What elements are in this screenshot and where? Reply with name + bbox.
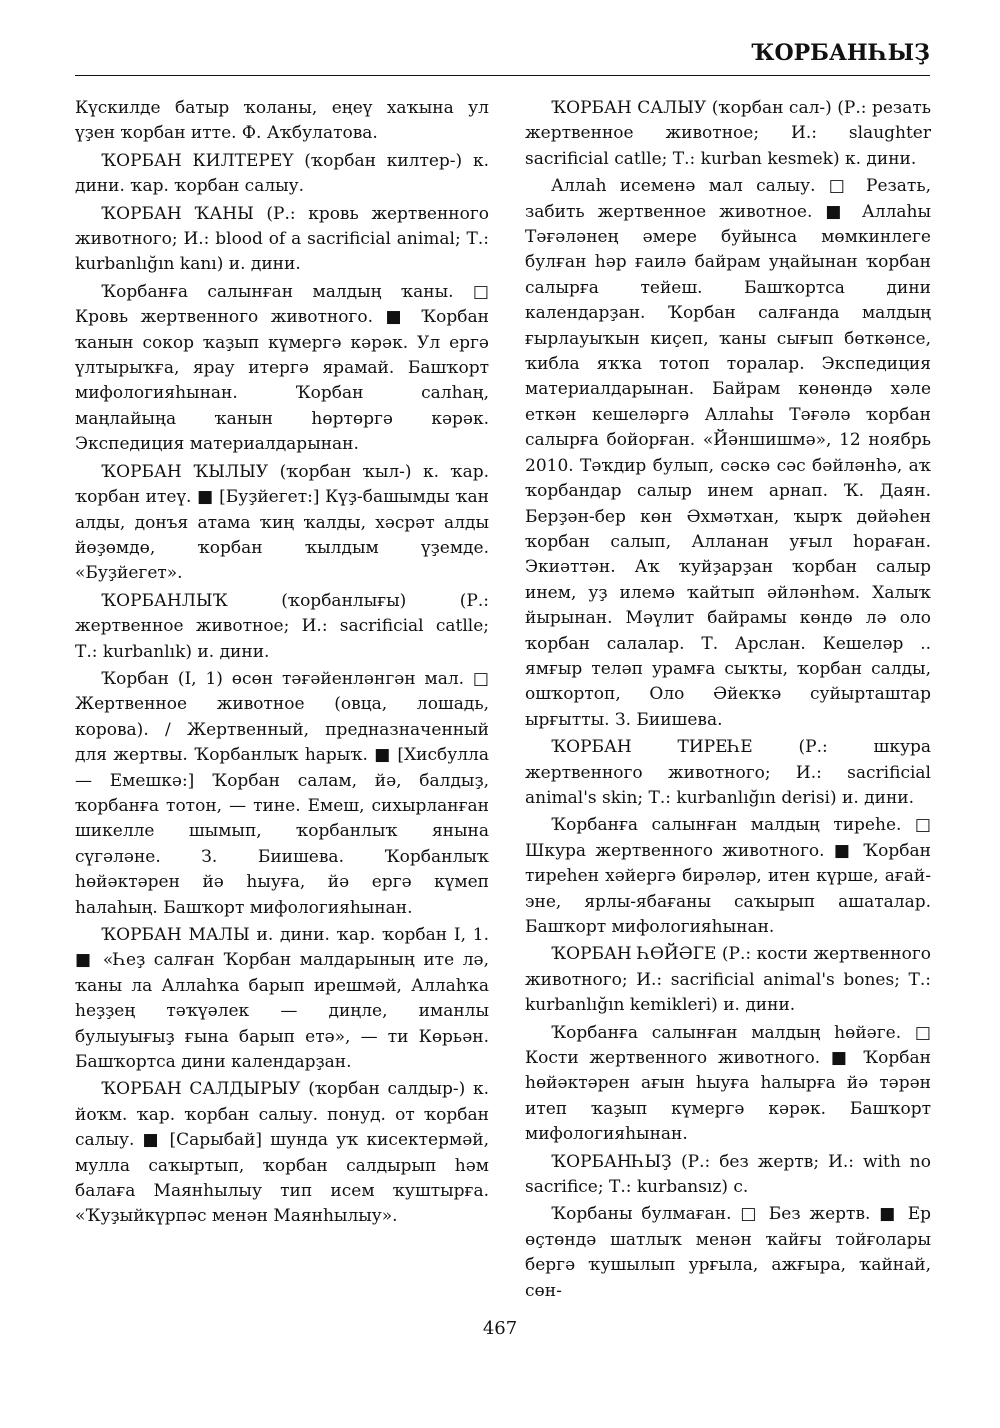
entry-text: Аллаһ исеменә мал салыу. □ Резать, забить жертвенное животное. ■ Аллаһы Тәғәләнең әмере буйынса мөмкинлеге булған һәр ғаилә байрам уңайынан ҡорбан салырға тейеш. Башҡортса дини календарҙан. Ҡорбан салғанда малдың ғырлауыҡын киҫеп, ҡаны сығып бөткәнсе, ҡибла яҡҡа тотоп торалар. Экспедиция материалдарынан. Байрам көнөндә хәле еткән кешеләргә Аллаһы Тәғәлә ҡорбан салырға бойорған. «Йәншишмә», 12 ноябрь 2010. Тәҡдир булып, сәскә сәс бәйләнһә, аҡ ҡорбандар салыр инем арнап. Ҡ. Даян. Берҙән-бер көн Әхмәтхан, ҡырҡ дөйәһен ҡорбан салып, Алланан уғыл һораған. Экиәттән. Аҡ ҡуйҙарҙан ҡорбан салыр инем, уҙ илемә ҡайтып әйләнһәм. Халыҡ йырынан. Мәүлит байрамы көндө лә оло ҡорбан салалар. Т. Арслан. Кешеләр .. ямғыр теләп урамға сыҡты, ҡорбан салды, ошҡортоп, Оло Әйекҡә суйырташтар ырғытты. З. Биишева. <box>525 176 931 730</box>
entry-text: Күскилде батыр ҡоланы, еңеү хаҡына ул үҙен ҡорбан итте. Ф. Аҡбулатова. <box>75 98 489 144</box>
entry-text: Ҡорбанға салынған малдың ҡаны. □ Кровь жертвенного животного. ■ Ҡорбан ҡанын сокор ҡаҙып күмергә кәрәк. Ул ергә үлтырыҡға, ярау итергә ярамай. Башҡорт мифологияһынан. Ҡорбан салһаң, маңлайыңа ҡанын һөртөргә кәрәк. Экспедиция материалдарынан. <box>75 281 489 455</box>
running-head: ҠОРБАНҺЫҘ <box>751 40 930 66</box>
entry-text: ҠОРБАН ҠЫЛЫУ (ҡорбан ҡыл-) к. ҡар. ҡорбан итеү. ■ [Буҙйегет:] Күҙ-башымды ҡан алды, донъя атама ҡиң ҡалды, хәсрәт алды йөҙөмдө, ҡорбан ҡылдым үҙемде. «Буҙйегет». <box>75 461 489 584</box>
entry-text: ҠОРБАНЛЫҠ (ҡорбанлығы) (Р.: жертвенное животное; И.: sacrificial catlle; Т.: kurbanlık) и. дини. <box>75 590 489 662</box>
entry-text: ҠОРБАНҺЫҘ (Р.: без жертв; И.: with no sacrifice; Т.: kurbansız) с. <box>525 1151 931 1198</box>
entry-text: ҠОРБАН ҺӨЙӘГЕ (Р.: кости жертвенного животного; И.: sacrificial animal's bones; Т.: kurbanlığın kemikleri) и. дини. <box>525 944 931 1016</box>
header-rule <box>75 75 930 76</box>
entry-text: Ҡорбанға салынған малдың тиреһе. □ Шкура жертвенного животного. ■ Ҡорбан тиреһен хәйергә бирәләр, итен күрше, ағай-эне, ярлы-ябағаны саҡырып ашаталар. Башҡорт мифологияһынан. <box>525 815 931 937</box>
entry-text: ҠОРБАН КИЛТЕРЕҮ (ҡорбан килтер-) к. дини. ҡар. ҡорбан салыу. <box>75 150 489 197</box>
entry-text: Ҡорбаны булмаған. □ Без жертв. ■ Ер өҫтөндә шатлыҡ менән ҡайғы тойғолары бергә ҡушылып урғыла, ажғыра, ҡайнай, сөн- <box>525 1204 931 1301</box>
entry-text: ҠОРБАН САЛЫУ (ҡорбан сал-) (Р.: резать жертвенное животное; И.: slaughter sacrificial catlle; Т.: kurban kesmek) к. дини. <box>525 98 931 169</box>
entry-text: ҠОРБАН ТИРЕҺЕ (Р.: шкура жертвенного животного; И.: sacrificial animal's skin; Т.: kurbanlığın derisi) и. дини. <box>525 737 931 808</box>
left-column <box>75 96 489 1230</box>
page-number: 467 <box>482 1318 518 1339</box>
entry-text: ҠОРБАН САЛДЫРЫУ (ҡорбан салдыр-) к. йоҡм. ҡар. ҡорбан салыу. понуд. от ҡорбан салыу. ■ [Сарыбай] шунда уҡ кисектермәй, мулла саҡыртып, ҡорбан салдырып һәм балаға Маянһылыу тип исем ҡуштырға. «Ҡуҙыйкүрпәс менән Маянһылыу». <box>75 1079 489 1227</box>
entry-text: Ҡорбан (I, 1) өсөн тәғәйенләнгән мал. □ Жертвенное животное (овца, лошадь, корова). / Жертвенный, предназначенный для жертвы. Ҡорбанлыҡ һарыҡ. ■ [Хисбулла — Емешкә:] Ҡорбан салам, йә, балдыҙ, ҡорбанға тотон, — тине. Емеш, сихырланған шикелле шымып, ҡорбанлыҡ янына сүгәләне. З. Биишева. Ҡорбанлыҡ һөйәктәрен йә һыуға, йә ергә күмеп һалаһың. Башҡорт мифологияһынан. <box>75 668 489 918</box>
right-column <box>525 96 931 1304</box>
entry-text: ҠОРБАН МАЛЫ и. дини. ҡар. ҡорбан I, 1. ■ «Һеҙ салған Ҡорбан малдарының ите лә, ҡаны ла Аллаһҡа барып ирешмәй, Аллаһҡа һеҙҙең тәҡүәлек — диңле, иманлы булыуығыҙ ғына барып етә», — ти Көрьән. Башҡортса дини календарҙан. <box>75 925 489 1073</box>
entry-text: ҠОРБАН ҠАНЫ (Р.: кровь жертвенного животного; И.: blood of a sacrificial animal; Т.: kurbanlığın kanı) и. дини. <box>75 203 489 275</box>
entry-text: Ҡорбанға салынған малдың һөйәге. □ Кости жертвенного животного. ■ Ҡорбан һөйәктәрен ағын һыуға һалырға йә тәрән итеп ҡаҙып күмергә кәрәк. Башҡорт мифологияһынан. <box>525 1022 931 1145</box>
